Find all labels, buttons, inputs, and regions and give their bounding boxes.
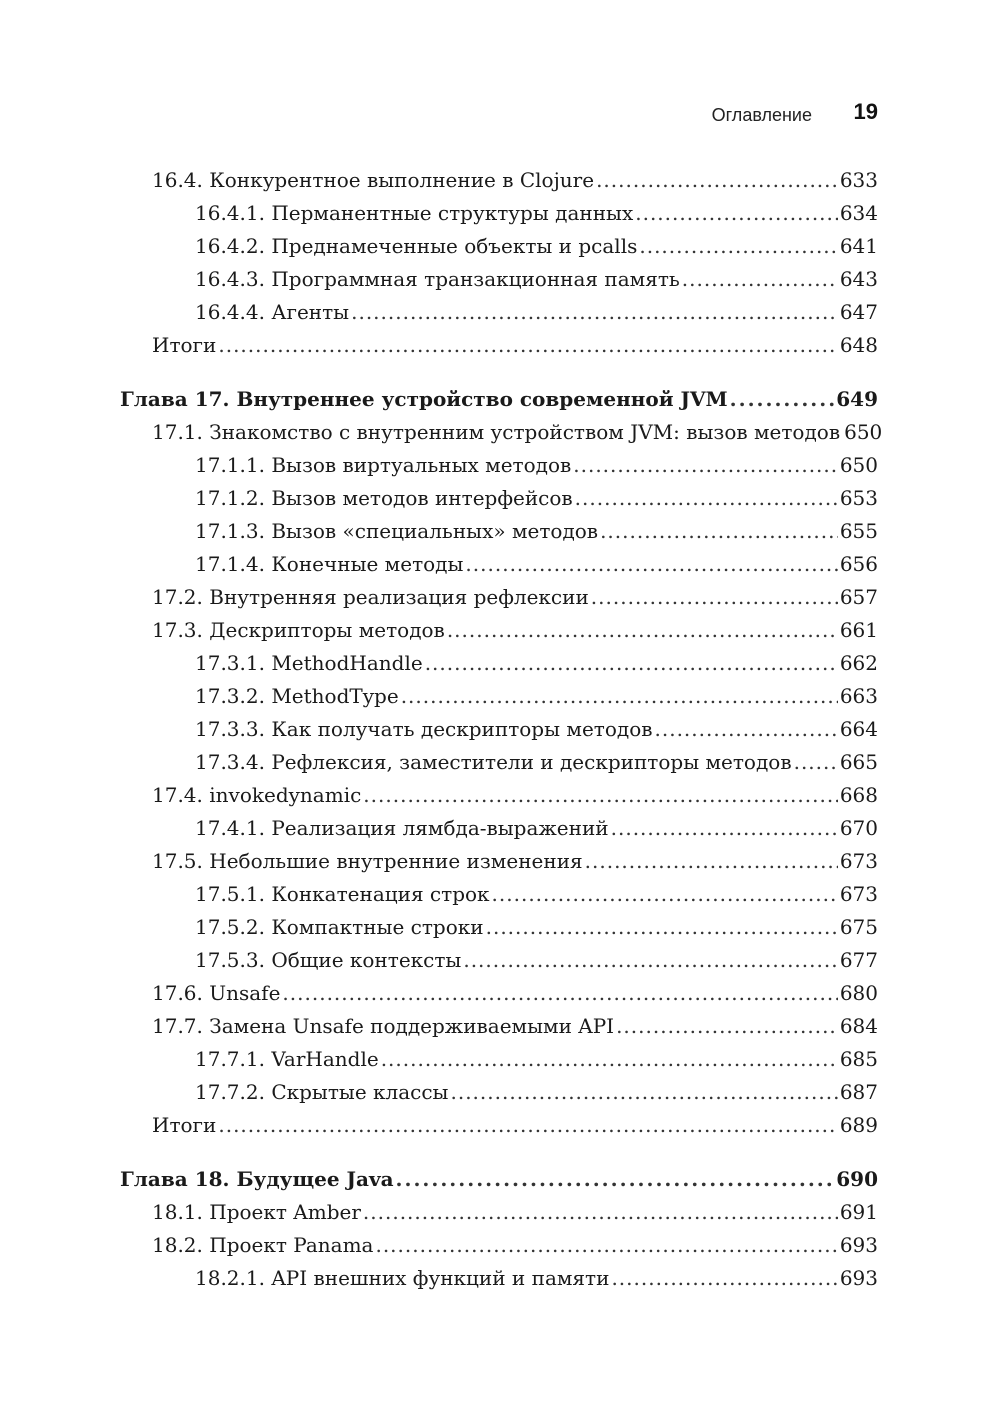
- dot-leader: [363, 779, 838, 812]
- toc-entry-page: 693: [839, 1266, 878, 1290]
- dot-leader: [486, 911, 838, 944]
- dot-leader: [639, 230, 837, 263]
- toc-entry[interactable]: [120, 878, 878, 911]
- toc-entry-title: 17.2. Внутренняя реализация рефлексии: [152, 585, 589, 609]
- toc-chapter[interactable]: [120, 1163, 878, 1196]
- toc-entry-title: 17.7. Замена Unsafe поддерживаемыми API: [152, 1014, 615, 1038]
- toc-entry-title: 16.4.1. Перманентные структуры данных: [195, 201, 634, 225]
- chapter-gap: [120, 1142, 878, 1163]
- dot-leader: [447, 614, 838, 647]
- toc-entry-title: Итоги: [152, 333, 217, 357]
- toc-entry-page: 677: [839, 948, 878, 972]
- toc-entry[interactable]: [120, 416, 883, 449]
- toc-entry-title: 17.1.4. Конечные методы: [195, 552, 464, 576]
- toc-entry-page: 634: [839, 201, 878, 225]
- toc-entry-title: 17.3.2. MethodType: [195, 684, 399, 708]
- toc-entry[interactable]: [120, 614, 878, 647]
- toc-entry-page: 673: [839, 882, 878, 906]
- dot-leader: [401, 680, 838, 713]
- dot-leader: [381, 1043, 838, 1076]
- dot-leader: [218, 1109, 837, 1142]
- dot-leader: [363, 1196, 838, 1229]
- toc-entry[interactable]: [120, 845, 878, 878]
- toc-entry[interactable]: [120, 713, 878, 746]
- toc-entry-title: 17.1.1. Вызов виртуальных методов: [195, 453, 572, 477]
- toc-entry-page: 691: [839, 1200, 878, 1224]
- toc-entry-title: 17.7.2. Скрытые классы: [195, 1080, 449, 1104]
- dot-leader: [611, 1262, 837, 1295]
- toc-entry[interactable]: [120, 779, 878, 812]
- dot-leader: [465, 548, 837, 581]
- toc-entry-page: 680: [839, 981, 878, 1005]
- toc-entry-page: 662: [839, 651, 878, 675]
- toc-entry-page: 673: [839, 849, 878, 873]
- toc-entry-title: Итоги: [152, 1113, 217, 1137]
- dot-leader: [600, 515, 838, 548]
- toc-entry-page: 665: [839, 750, 878, 774]
- toc-entry-title: 17.5.2. Компактные строки: [195, 915, 484, 939]
- toc-entry-title: 16.4.2. Преднамеченные объекты и pcalls: [195, 234, 638, 258]
- dot-leader: [585, 845, 838, 878]
- toc-entry-page: 641: [839, 234, 878, 258]
- toc-entry[interactable]: [120, 1109, 878, 1142]
- toc-entry-page: 670: [839, 816, 878, 840]
- toc-entry[interactable]: [120, 164, 878, 197]
- toc-entry-title: 16.4. Конкурентное выполнение в Clojure: [152, 168, 595, 192]
- toc-entry[interactable]: [120, 581, 878, 614]
- chapter-gap: [120, 362, 878, 383]
- toc-entry-title: 16.4.4. Агенты: [195, 300, 350, 324]
- toc-entry[interactable]: [120, 680, 878, 713]
- toc-entry[interactable]: [120, 329, 878, 362]
- toc-entry-page: 693: [839, 1233, 878, 1257]
- toc-entry-page: 649: [836, 387, 878, 411]
- dot-leader: [463, 944, 837, 977]
- page-number: 19: [853, 99, 878, 124]
- toc-entry-page: 655: [839, 519, 878, 543]
- dot-leader: [282, 977, 837, 1010]
- toc-entry-page: 687: [839, 1080, 878, 1104]
- dot-leader: [655, 713, 838, 746]
- toc-entry-title: 17.6. Unsafe: [152, 981, 281, 1005]
- dot-leader: [425, 647, 838, 680]
- toc-entry-page: 663: [839, 684, 878, 708]
- toc-entry-title: Глава 18. Будущее Java: [120, 1167, 394, 1191]
- toc-entry-page: 675: [839, 915, 878, 939]
- toc-entry[interactable]: [120, 812, 878, 845]
- toc-entry-page: 647: [839, 300, 878, 324]
- toc-chapter[interactable]: [120, 383, 878, 416]
- toc-entry-page: 690: [836, 1167, 878, 1191]
- dot-leader: [635, 197, 838, 230]
- toc-entry[interactable]: [120, 1196, 878, 1229]
- toc-entry-title: 17.1.3. Вызов «специальных» методов: [195, 519, 599, 543]
- toc-entry[interactable]: [120, 548, 878, 581]
- toc-entry-page: 656: [839, 552, 878, 576]
- toc-entry-page: 650: [839, 453, 878, 477]
- toc-entry[interactable]: [120, 977, 878, 1010]
- toc-entry-title: Глава 17. Внутреннее устройство современной JVM: [120, 387, 728, 411]
- dot-leader: [730, 383, 835, 416]
- toc-entry[interactable]: [120, 944, 878, 977]
- toc-entry[interactable]: [120, 1010, 878, 1043]
- toc-entry-title: 17.3.3. Как получать дескрипторы методов: [195, 717, 653, 741]
- toc-entry-title: 17.7.1. VarHandle: [195, 1047, 379, 1071]
- toc-entry-page: 643: [839, 267, 878, 291]
- toc-entry-title: 17.4.1. Реализация лямбда-выражений: [195, 816, 609, 840]
- toc-entry-title: 17.5.1. Конкатенация строк: [195, 882, 490, 906]
- running-header-title: Оглавление: [711, 105, 812, 125]
- toc-entry-page: 653: [839, 486, 878, 510]
- toc-entry[interactable]: [120, 911, 878, 944]
- dot-leader: [596, 164, 838, 197]
- toc-entry-title: 17.5. Небольшие внутренние изменения: [152, 849, 583, 873]
- table-of-contents: [120, 164, 883, 1295]
- toc-entry[interactable]: [120, 647, 878, 680]
- toc-entry[interactable]: [120, 230, 878, 263]
- toc-entry-title: 18.1. Проект Amber: [152, 1200, 361, 1224]
- toc-entry[interactable]: [120, 746, 878, 779]
- dot-leader: [575, 482, 838, 515]
- toc-entry[interactable]: [120, 296, 878, 329]
- dot-leader: [218, 329, 837, 362]
- dot-leader: [450, 1076, 837, 1109]
- page-header: [120, 100, 878, 132]
- toc-entry-title: 17.5.3. Общие контексты: [195, 948, 462, 972]
- toc-entry-page: 685: [839, 1047, 878, 1071]
- toc-entry-title: 17.1.2. Вызов методов интерфейсов: [195, 486, 573, 510]
- toc-entry-page: 689: [839, 1113, 878, 1137]
- dot-leader: [573, 449, 838, 482]
- toc-entry-title: 17.3. Дескрипторы методов: [152, 618, 445, 642]
- toc-entry-page: 633: [839, 168, 878, 192]
- toc-entry-title: 17.4. invokedynamic: [152, 783, 362, 807]
- dot-leader: [375, 1229, 837, 1262]
- toc-entry-page: 684: [839, 1014, 878, 1038]
- toc-entry-page: 668: [839, 783, 878, 807]
- toc-entry-page: 650: [844, 420, 883, 444]
- toc-entry[interactable]: [120, 197, 878, 230]
- toc-entry[interactable]: [120, 515, 878, 548]
- toc-entry-page: 657: [839, 585, 878, 609]
- toc-entry[interactable]: [120, 482, 878, 515]
- toc-entry[interactable]: [120, 1262, 878, 1295]
- dot-leader: [492, 878, 838, 911]
- toc-entry-title: 17.1. Знакомство с внутренним устройством JVM: вызов методов: [152, 420, 841, 444]
- toc-entry[interactable]: [120, 263, 878, 296]
- toc-entry-page: 661: [839, 618, 878, 642]
- toc-entry[interactable]: [120, 1043, 878, 1076]
- toc-entry[interactable]: [120, 449, 878, 482]
- toc-entry-page: 664: [839, 717, 878, 741]
- toc-entry-title: 17.3.4. Рефлексия, заместители и дескрипторы методов: [195, 750, 792, 774]
- dot-leader: [591, 581, 838, 614]
- toc-entry[interactable]: [120, 1076, 878, 1109]
- dot-leader: [794, 746, 838, 779]
- toc-entry-title: 16.4.3. Программная транзакционная память: [195, 267, 680, 291]
- dot-leader: [611, 812, 838, 845]
- dot-leader: [616, 1010, 838, 1043]
- toc-entry-title: 17.3.1. MethodHandle: [195, 651, 423, 675]
- toc-entry-title: 18.2. Проект Panama: [152, 1233, 374, 1257]
- dot-leader: [396, 1163, 835, 1196]
- dot-leader: [351, 296, 838, 329]
- toc-entry[interactable]: [120, 1229, 878, 1262]
- toc-entry-page: 648: [839, 333, 878, 357]
- toc-entry-title: 18.2.1. API внешних функций и памяти: [195, 1266, 610, 1290]
- dot-leader: [682, 263, 838, 296]
